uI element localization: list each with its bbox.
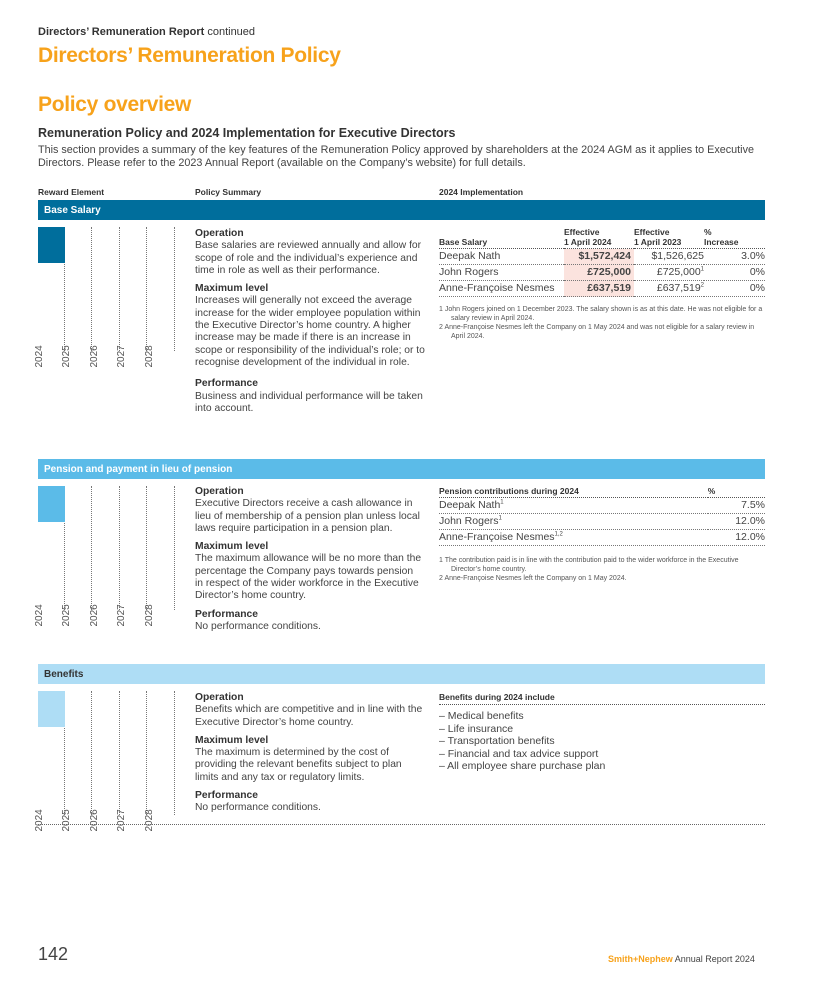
year-col-2028 [144,227,175,368]
year-col-2025 [61,486,92,627]
year-label: 2027 [116,809,127,832]
operation-heading: Operation [195,228,244,239]
row-name: John Rogers [439,265,564,281]
table-row [439,530,765,546]
base-salary-table-wrap [439,227,765,341]
policy-pension [195,486,423,639]
footnote: 2 Anne-Françoise Nesmes left the Company on 1 May 2024. [439,575,627,582]
brand-name: Smith+Nephew [608,954,673,964]
max-level-heading: Maximum level [195,541,269,553]
page-number: 142 [38,944,69,964]
policy-base-salary [195,228,425,421]
row-increase: 0% [704,265,765,281]
row-2023: $1,526,625 [634,249,704,265]
col-effective-2023: Effective 1 April 2023 [634,227,704,249]
section-suffix: continued [207,26,256,38]
year-col-2026 [89,486,120,627]
operation-text: Benefits which are competitive and in line with the Executive Director’s home country. [195,704,423,728]
performance-heading: Performance [195,790,258,802]
col-reward-element: Reward Element [38,187,105,197]
year-label: 2028 [144,809,155,832]
year-fill [38,691,65,727]
operation-heading: Operation [195,692,244,703]
col-effective-2024: Effective 1 April 2024 [564,227,634,249]
performance-text: No performance conditions. [195,620,321,632]
operation-heading: Operation [195,486,244,497]
table-row [439,498,765,514]
base-salary-table [439,227,765,297]
table-row [439,281,765,297]
year-label: 2024 [34,809,45,832]
table-row [439,249,765,265]
year-label: 2027 [116,345,127,368]
report-name: Annual Report 2024 [674,954,755,964]
benefits-list [439,710,765,773]
list-item: – Financial and tax advice support [439,747,599,760]
col-policy-summary: Policy Summary [195,187,262,197]
pension-notes [439,556,765,583]
table-row [439,265,765,281]
row-increase: 0% [704,281,765,297]
band-pension: Pension and payment in lieu of pension [38,459,765,479]
year-fill [38,486,65,522]
year-col-2025 [61,691,92,832]
year-label: 2026 [89,345,100,368]
row-name: Deepak Nath [439,249,564,265]
year-col-2024 [34,691,65,832]
performance-text: No performance conditions. [195,802,321,814]
year-col-2028 [144,691,175,832]
base-salary-notes [439,305,765,341]
list-item: – Transportation benefits [439,735,555,747]
col-implementation: 2024 Implementation [439,187,524,197]
row-name: Anne-Françoise Nesmes$^{1,2}$ [439,530,708,546]
year-label: 2025 [61,604,72,627]
year-col-2025 [61,227,92,368]
footnote: 1 The contribution paid is in line with the contribution paid to the wider workforce in the Executive Director’s home country. [439,557,739,573]
benefits-list-wrap [439,692,765,773]
pension-table [439,486,765,546]
list-item: – Medical benefits [439,710,524,722]
policy-benefits [195,692,423,821]
year-label: 2025 [61,345,72,368]
col-pension-name: Pension contributions during 2024 [439,486,708,498]
footnote: 1 John Rogers joined on 1 December 2023. The salary shown is as at this date. He was not eligible for a salary review in April 2024. [439,306,763,322]
col-base-salary: Base Salary [439,227,564,249]
year-col-2026 [89,227,120,368]
max-level-heading: Maximum level [195,283,269,295]
section-name: Directors’ Remuneration Report [38,26,205,38]
row-2024: $1,572,424 [564,249,634,265]
row-pct: 12.0% [708,530,765,546]
page-title: Directors’ Remuneration Policy [38,44,341,67]
table-row [439,514,765,530]
operation-text: Base salaries are reviewed annually and allow for scope of role and the individual’s experience and time in role as well as their performance. [195,240,422,276]
timeline-pension [34,486,178,627]
row-2023: £725,000$^1$ [634,265,704,281]
year-col-2024 [34,227,65,368]
row-name: Deepak Nath$^1$ [439,498,708,514]
list-item: – All employee share purchase plan [439,760,606,772]
year-label: 2028 [144,604,155,627]
row-name: John Rogers$^1$ [439,514,708,530]
footnote: 2 Anne-Françoise Nesmes left the Company on 1 May 2024 and was not eligible for a salary review in April 2024. [439,324,755,340]
col-pension-pct: % [708,486,765,498]
performance-heading: Performance [195,608,258,620]
year-col-2027 [116,691,147,832]
benefits-list-heading: Benefits during 2024 include [439,692,765,705]
row-2024: £637,519 [564,281,634,297]
year-fill [38,227,65,263]
max-level-heading: Maximum level [195,734,269,746]
band-benefits: Benefits [38,664,765,684]
section-divider [38,824,765,825]
max-level-text: The maximum allowance will be no more than the percentage the Company pays towards pension in respect of the wider workforce in the Executive Director’s home country. [195,553,422,602]
operation-text: Executive Directors receive a cash allowance in lieu of membership of a pension plan unless local laws require participation in a pension plan. [195,498,420,534]
performance-text: Business and individual performance will be taken into account. [195,390,423,414]
year-col-2026 [89,691,120,832]
year-label: 2026 [89,604,100,627]
pension-table-wrap [439,486,765,583]
row-2023: £637,519$^2$ [634,281,704,297]
list-item: – Life insurance [439,722,514,735]
row-pct: 7.5% [708,498,765,514]
intro-heading: Remuneration Policy and 2024 Implementation for Executive Directors [38,126,456,140]
col-increase: % Increase [704,227,765,249]
year-label: 2028 [144,345,155,368]
row-increase: 3.0% [704,249,765,265]
max-level-text: Increases will generally not exceed the average increase for the wider employee population within the Executive Director’s home country. A higher increase may be made if there is an increase in scope or responsibility of the individual’s role; or to recognise development of the individual in role. [195,295,425,368]
page-subtitle: Policy overview [38,93,192,116]
year-col-2028 [144,486,175,627]
performance-heading: Performance [195,378,258,390]
year-col-2024 [34,486,65,627]
section-header [38,26,255,38]
year-label: 2025 [61,809,72,832]
footer-brand [608,954,755,964]
timeline-benefits [34,691,178,832]
year-col-2027 [116,227,147,368]
max-level-text: The maximum is determined by the cost of providing the relevant benefits subject to plan limits and any tax or regulatory limits. [195,747,402,783]
row-name: Anne-Françoise Nesmes [439,281,564,297]
band-base-salary: Base Salary [38,200,765,220]
timeline-base-salary [34,227,178,368]
year-label: 2027 [116,604,127,627]
year-label: 2026 [89,809,100,832]
year-col-2027 [116,486,147,627]
year-label: 2024 [34,604,45,627]
row-pct: 12.0% [708,514,765,530]
intro-text: This section provides a summary of the key features of the Remuneration Policy approved by shareholders at the 2024 AGM as it applies to Executive Directors. Please refer to the 2023 Annual Report (available on the Company’s website) for full details. [38,144,754,169]
row-2024: £725,000 [564,265,634,281]
year-label: 2024 [34,345,45,368]
